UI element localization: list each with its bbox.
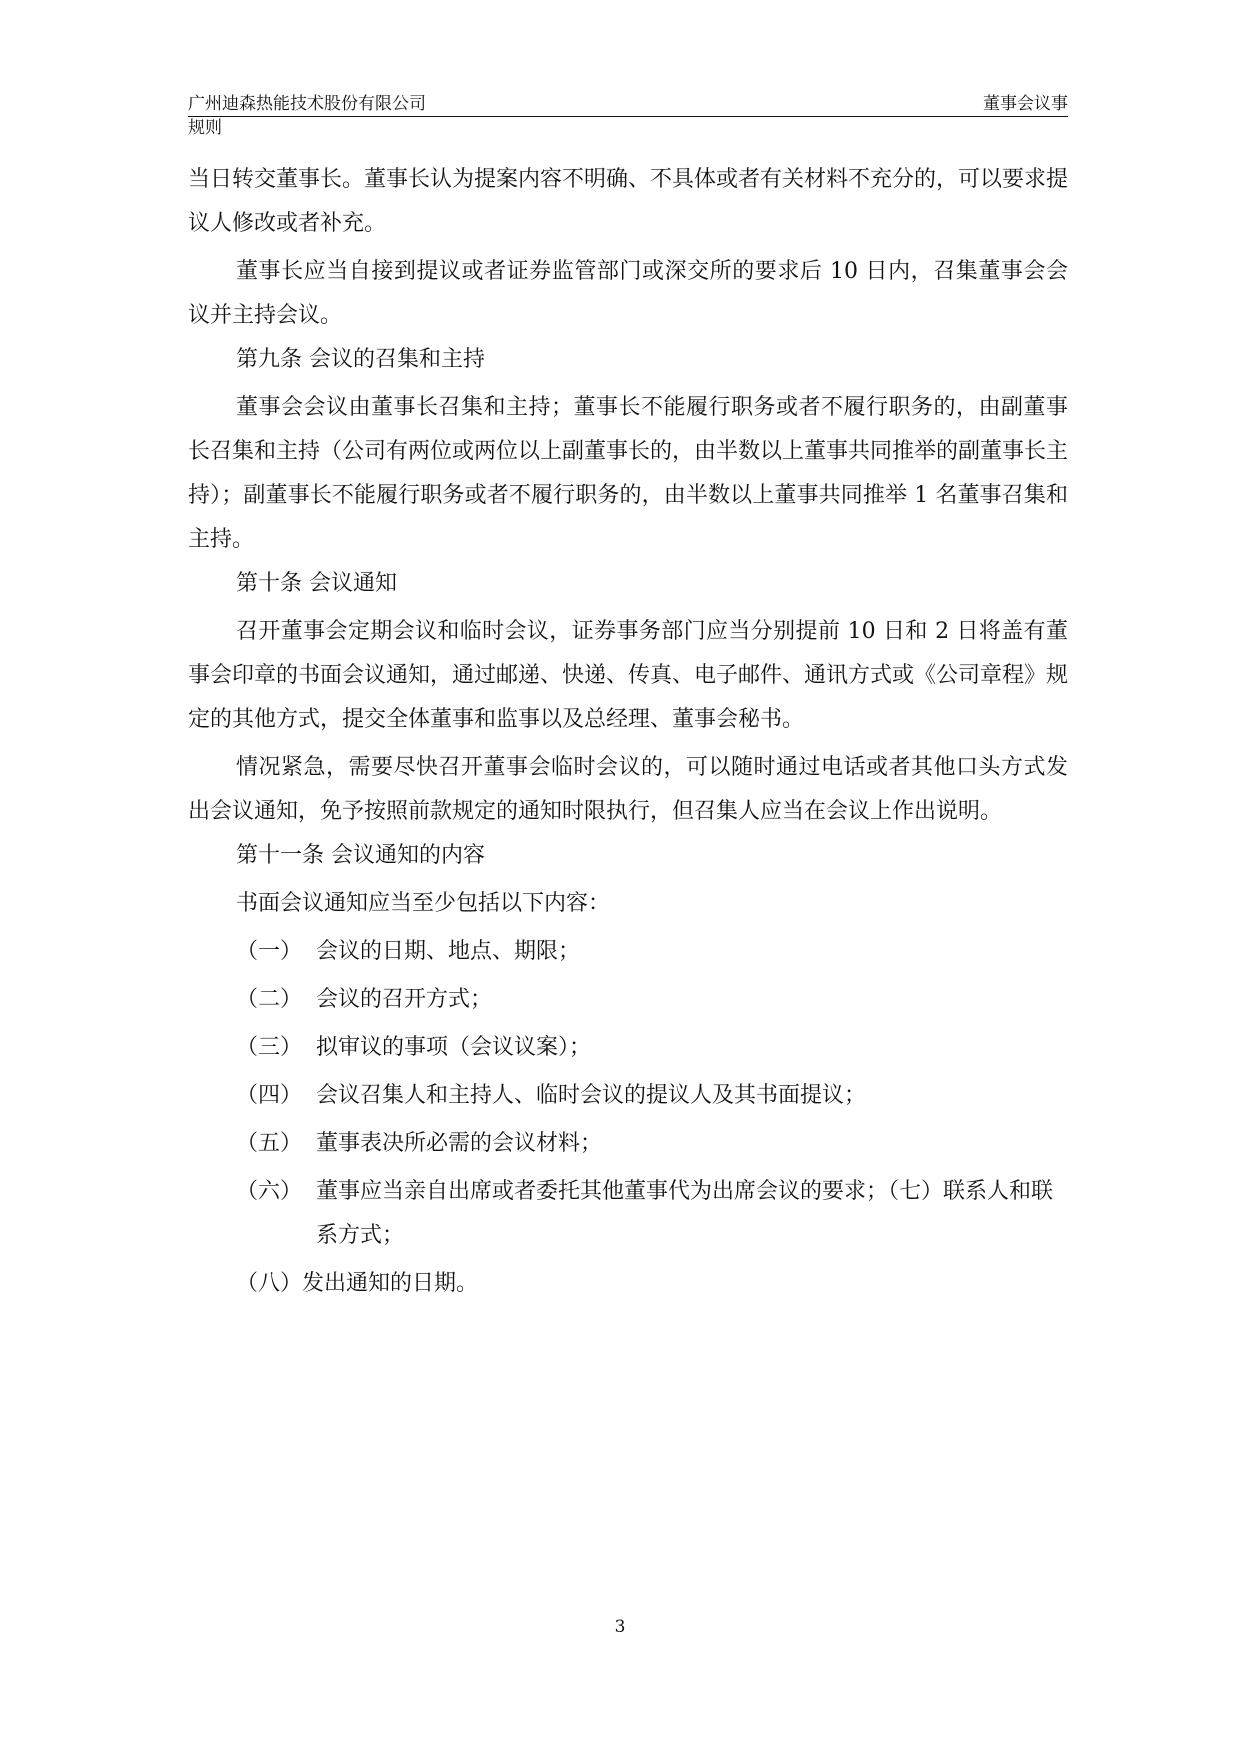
article-10-paragraph-2: 情况紧急，需要尽快召开董事会临时会议的，可以随时通过电话或者其他口头方式发出会议通知，免予按照前款规定的通知时限执行，但召集人应当在会议上作出说明。: [188, 755, 1068, 824]
list-item-text: 会议的日期、地点、期限；: [316, 939, 581, 964]
article-9-paragraph: 董事会会议由董事长召集和主持；董事长不能履行职务或者不履行职务的，由副董事长召集和主持（公司有两位或两位以上副董事长的，由半数以上董事共同推举的副董事长主持）；副董事长不能履行职务或者不履行职务的，由半数以上董事共同推举 1 名董事召集和主持。: [188, 395, 1069, 552]
list-item: [188, 978, 1068, 1022]
body-paragraph: 董事长应当自接到提议或者证券监管部门或深交所的要求后 10 日内，召集董事会会议并主持会议。: [188, 259, 1068, 328]
list-item: [188, 1026, 1068, 1070]
article-11-lead: 书面会议通知应当至少包括以下内容：: [236, 891, 611, 916]
list-item-number: （五）: [236, 1131, 303, 1156]
list-item-text: 发出通知的日期。: [302, 1271, 479, 1296]
list-item-number: （八）: [236, 1271, 303, 1296]
header-document-title: 董事会议事: [983, 94, 1068, 114]
article-10-title: 第十条 会议通知: [236, 571, 397, 596]
list-item: [188, 1262, 1068, 1306]
header-document-title-continued: 规则: [188, 118, 222, 138]
list-item-text: 会议召集人和主持人、临时会议的提议人及其书面提议；: [316, 1083, 867, 1108]
list-item: [188, 1170, 1068, 1258]
header-company-name: 广州迪森热能技术股份有限公司: [188, 94, 426, 114]
list-item-number: （三）: [236, 1035, 303, 1060]
page-header: [188, 92, 1068, 117]
list-item: [188, 1122, 1068, 1166]
article-10-paragraph-1: 召开董事会定期会议和临时会议，证券事务部门应当分别提前 10 日和 2 日将盖有董事会印章的书面会议通知，通过邮递、快递、传真、电子邮件、通讯方式或《公司章程》规定的其他方式，提交全体董事和监事以及总经理、董事会秘书。: [188, 619, 1069, 732]
document-body: [188, 158, 1068, 1306]
list-item-text: 会议的召开方式；: [316, 987, 493, 1012]
article-11-title: 第十一条 会议通知的内容: [236, 843, 485, 868]
list-item-number: （四）: [236, 1083, 303, 1108]
list-item: [188, 1074, 1068, 1118]
list-item-number: （二）: [236, 987, 303, 1012]
list-item-text: 董事应当亲自出席或者委托其他董事代为出席会议的要求；（七）联系人和联系方式；: [316, 1179, 1054, 1248]
list-item: [188, 930, 1068, 974]
list-item-number: （六）: [236, 1179, 303, 1204]
list-item-text: 拟审议的事项（会议议案）；: [316, 1035, 592, 1060]
notice-contents-list: [188, 930, 1068, 1306]
page-number: 3: [614, 1617, 626, 1637]
article-9-title: 第九条 会议的召集和主持: [236, 347, 485, 372]
list-item-number: （一）: [236, 939, 303, 964]
continued-paragraph: 当日转交董事长。董事长认为提案内容不明确、不具体或者有关材料不充分的，可以要求提议人修改或者补充。: [188, 167, 1069, 236]
list-item-text: 董事表决所必需的会议材料；: [316, 1131, 603, 1156]
